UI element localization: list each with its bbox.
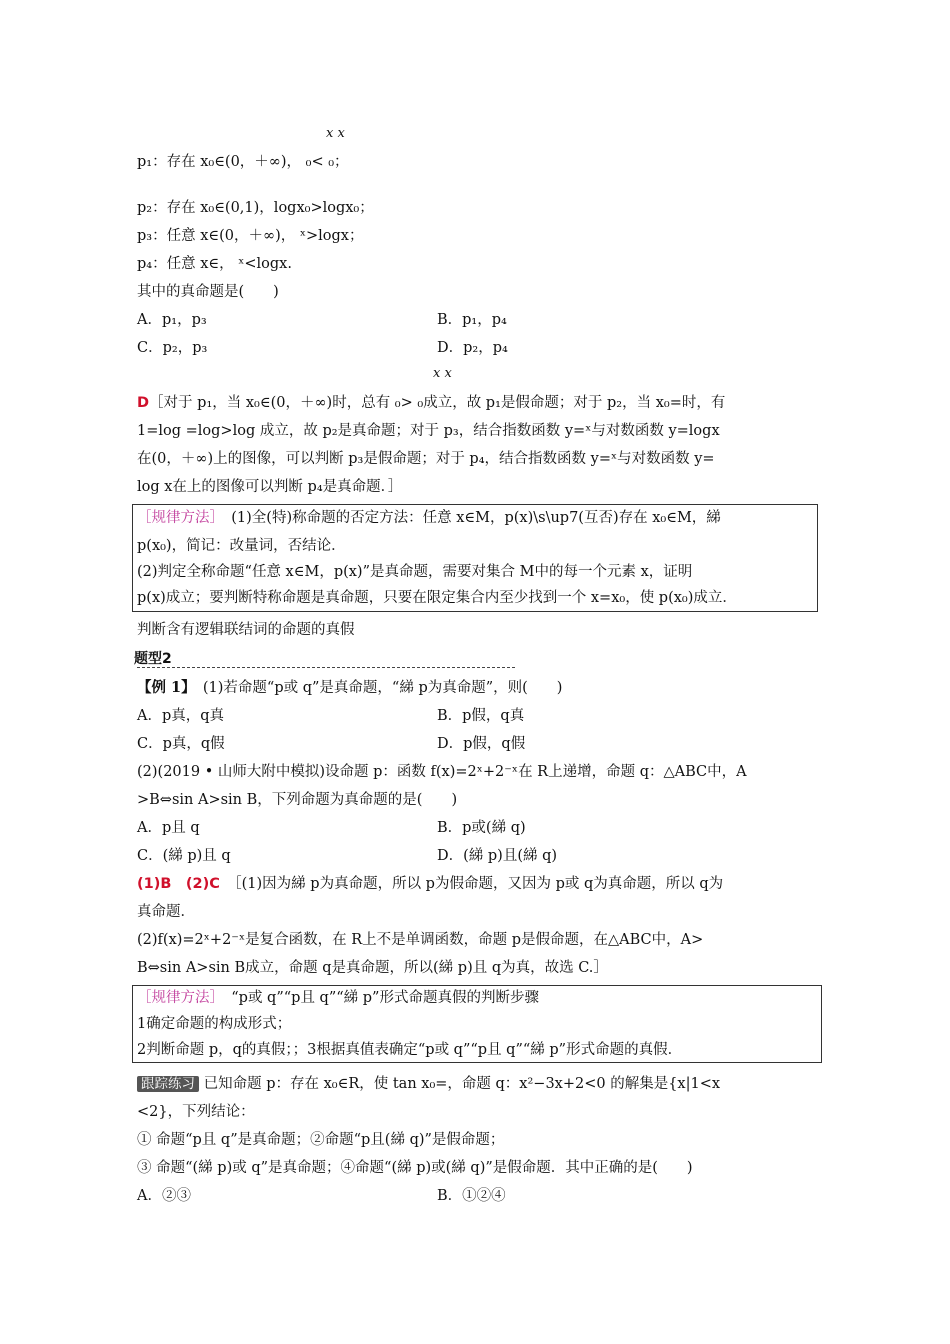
- answer-2-text: ［(1)因为綈 p为真命题，所以 p为假命题，又因为 p或 q为真命题，所以 q为: [219, 876, 724, 892]
- example-option-d: D．p假，q假: [437, 736, 526, 752]
- answer-text: ［对于 p₁，当 x₀∈(0，＋∞)时，总有 ₀> ₀成立，故 p₁是假命题；对于 p₂，当 x₀=时，有: [149, 395, 726, 411]
- statement-p3: p₃：任意 x∈(0，＋∞)， ˣ>logx；: [137, 228, 364, 244]
- superscript-x: x x: [326, 126, 345, 141]
- option-a: A．p₁，p₃: [137, 312, 207, 328]
- practice-text: 已知命题 p：存在 x₀∈R，使 tan x₀=，命题 q：x²−3x+2<0 的解集是{x|1<x: [203, 1076, 721, 1092]
- answer-1-line-3: 在(0，＋∞)上的图像，可以判断 p₃是假命题；对于 p₄，结合指数函数 y=ˣ与对数函数 y=: [137, 451, 715, 467]
- example-option-a: A．p真，q真: [137, 708, 225, 724]
- example-head: 【例 1】: [137, 679, 189, 696]
- statement-p1: p₁：存在 x₀∈(0，＋∞)， ₀< ₀；: [137, 154, 349, 170]
- example-2-option-d: D．(綈 p)且(綈 q): [437, 848, 558, 864]
- method-2-tag: ［规律方法］: [137, 990, 217, 1006]
- example-option-b: B．p假，q真: [437, 708, 525, 724]
- example-2-option-a: A．p且 q: [137, 820, 200, 836]
- method-2-title: [137, 988, 539, 1008]
- method-1-line-3: (2)判定全称命题“任意 x∈M，p(x)”是真命题，需要对集合 M中的每一个元素 x，证明: [137, 564, 693, 580]
- option-c: C．p₂，p₃: [137, 340, 208, 356]
- method-1-line-4: p(x)成立；要判断特称命题是真命题，只要在限定集合内至少找到一个 x=x₀，使 p(x₀)成立．: [137, 590, 737, 606]
- practice-option-b: B．①②④: [437, 1188, 506, 1204]
- practice-option-a: A．②③: [137, 1188, 191, 1204]
- method-text: (1)全(特)称命题的否定方法：任意 x∈M，p(x)\s\up7(互否)存在 x₀∈M，綈: [216, 510, 721, 526]
- method-2-line-1: 1确定命题的构成形式；: [137, 1016, 292, 1032]
- type-tag: [134, 650, 172, 668]
- example-1-question-1: [137, 678, 562, 698]
- example-question-2-line-2: >B⇔sin A>sin B，下列命题为真命题的是( ): [137, 792, 458, 808]
- practice-line-4: ③ 命题“(綈 p)或 q”是真命题；④命题“(綈 p)或(綈 q)”是假命题．其中正确的是( ): [137, 1160, 693, 1176]
- method-tag: ［规律方法］: [137, 510, 217, 526]
- answer-1-line-2: 1=log =log>log 成立，故 p₂是真命题；对于 p₃，结合指数函数 y=ˣ与对数函数 y=logx: [137, 423, 720, 439]
- dashed-divider: [137, 667, 515, 668]
- answer-1-line-4: log x在上的图像可以判断 p₄是真命题．］: [137, 479, 403, 495]
- practice-line-3: ① 命题“p且 q”是真命题；②命题“p且(綈 q)”是假命题；: [137, 1132, 505, 1148]
- example-2-option-b: B．p或(綈 q): [437, 820, 526, 836]
- section-title: 判断含有逻辑联结词的命题的真假: [137, 622, 355, 638]
- statement-p4: p₄：任意 x∈， ˣ<logx.: [137, 256, 292, 272]
- answer-2-line-4: B⇔sin A>sin B成立，命题 q是真命题，所以(綈 p)且 q为真，故选 C.］: [137, 960, 608, 976]
- option-b: B．p₁，p₄: [437, 312, 507, 328]
- answer-letter: D: [137, 395, 150, 411]
- practice-line-2: <2}，下列结论：: [137, 1104, 255, 1120]
- practice-line-1: [137, 1074, 720, 1094]
- option-d: D．p₂，p₄: [437, 340, 508, 356]
- example-question-2-line-1: (2)(2019 • 山师大附中模拟)设命题 p：函数 f(x)=2ˣ+2⁻ˣ在 R上递增，命题 q：△ABC中，A: [137, 764, 747, 780]
- example-2-option-c: C．(綈 p)且 q: [137, 848, 231, 864]
- superscript-x-2: x x: [433, 366, 452, 381]
- question-stem: 其中的真命题是( ): [137, 284, 279, 300]
- method-1-line-2: p(x₀)，简记：改量词，否结论．: [137, 538, 346, 554]
- practice-tag: 跟踪练习: [137, 1076, 199, 1092]
- method-2-line-2: 2判断命题 p，q的真假；；3根据真值表确定“p或 q”“p且 q”“綈 p”形式命题的真假．: [137, 1042, 683, 1058]
- example-q1-text: (1)若命题“p或 q”是真命题，“綈 p为真命题”，则( ): [188, 680, 563, 696]
- answer-1-line-1: [137, 393, 725, 413]
- type-tag-label: 题型2: [134, 651, 172, 667]
- method-1-line-1: [137, 508, 721, 528]
- example-option-c: C．p真，q假: [137, 736, 225, 752]
- method-2-title-text: “p或 q”“p且 q”“綈 p”形式命题真假的判断步骤: [216, 990, 539, 1006]
- answer-2-line-2: 真命题．: [137, 904, 195, 920]
- answer-2-line-1: [137, 874, 723, 894]
- answer-2-line-3: (2)f(x)=2ˣ+2⁻ˣ是复合函数，在 R上不是单调函数，命题 p是假命题，在△ABC中，A>: [137, 932, 704, 948]
- answer-2-letters: (1)B (2)C: [137, 876, 220, 892]
- statement-p2: p₂：存在 x₀∈(0,1)，logx₀>logx₀；: [137, 200, 374, 216]
